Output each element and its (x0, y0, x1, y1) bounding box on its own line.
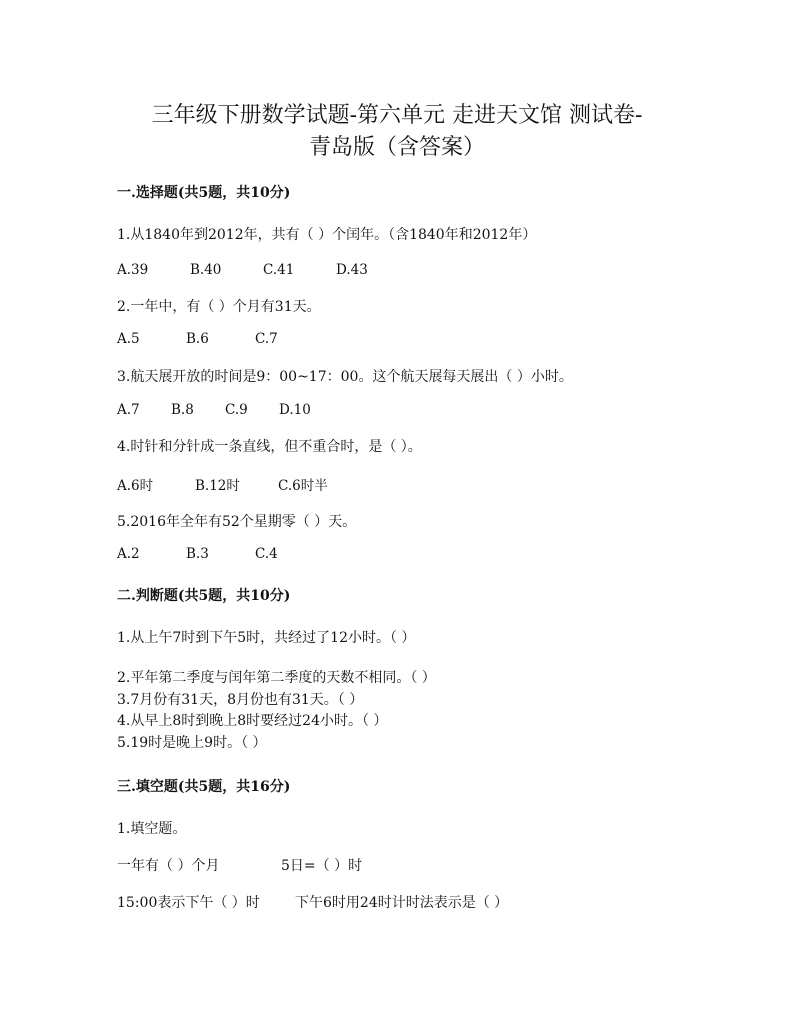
option-a: A.6时 (117, 478, 154, 494)
option-d: D.43 (336, 262, 368, 278)
fill-item: 一年有（ ）个月 (117, 858, 220, 874)
question-options (117, 546, 278, 562)
question-options (117, 331, 278, 347)
section-heading-choice: 一.选择题(共5题，共10分) (117, 185, 291, 201)
fill-line-2 (117, 892, 508, 912)
option-b: B.6 (186, 331, 209, 347)
option-a: A.7 (117, 402, 140, 418)
question-options (117, 402, 311, 418)
question-options (117, 474, 328, 494)
question-text: 4.从早上8时到晚上8时要经过24小时。（ ） (117, 713, 388, 729)
question-text: 5.19时是晚上9时。（ ） (117, 735, 267, 751)
question-text: 5.2016年全年有52个星期零（ ）天。 (117, 514, 357, 530)
question-text: 1.从上午7时到下午5时，共经过了12小时。（ ） (117, 630, 416, 646)
option-b: B.3 (186, 546, 209, 562)
fill-item: 15:00表示下午（ ）时 (117, 895, 260, 911)
question-text: 2.平年第二季度与闰年第二季度的天数不相同。（ ） (117, 670, 436, 686)
section-heading-fill-blank: 三.填空题(共5题，共16分) (117, 779, 291, 795)
option-c: C.9 (225, 402, 248, 418)
option-c: C.4 (255, 546, 278, 562)
option-d: D.10 (279, 402, 311, 418)
option-c: C.6时半 (278, 478, 328, 494)
fill-item: 下午6时用24时计时法表示是（ ） (295, 895, 509, 911)
option-a: A.2 (117, 546, 140, 562)
fill-line-1 (117, 855, 362, 875)
option-b: B.8 (171, 402, 194, 418)
question-options (117, 262, 368, 278)
question-text: 2.一年中，有（ ）个月有31天。 (117, 299, 321, 315)
question-text: 1.从1840年到2012年，共有（ ）个闰年。（含1840年和2012年） (117, 227, 537, 243)
section-heading-judgement: 二.判断题(共5题，共10分) (117, 588, 291, 604)
option-b: B.40 (190, 262, 222, 278)
option-a: A.39 (117, 262, 149, 278)
question-text: 4.时针和分针成一条直线，但不重合时，是（ ）。 (117, 439, 422, 455)
option-c: C.7 (255, 331, 278, 347)
document-title-line1: 三年级下册数学试题-第六单元 走进天文馆 测试卷- (151, 103, 643, 128)
option-b: B.12时 (195, 478, 240, 494)
question-text: 3.航天展开放的时间是9：00~17：00。这个航天展每天展出（ ）小时。 (117, 369, 573, 385)
document-title-line2: 青岛版（含答案） (308, 135, 485, 160)
question-text: 3.7月份有31天，8月份也有31天。（ ） (117, 692, 364, 708)
question-text: 1.填空题。 (117, 821, 187, 837)
option-a: A.5 (117, 331, 140, 347)
fill-item: 5日=（ ）时 (281, 858, 363, 874)
option-c: C.41 (263, 262, 295, 278)
